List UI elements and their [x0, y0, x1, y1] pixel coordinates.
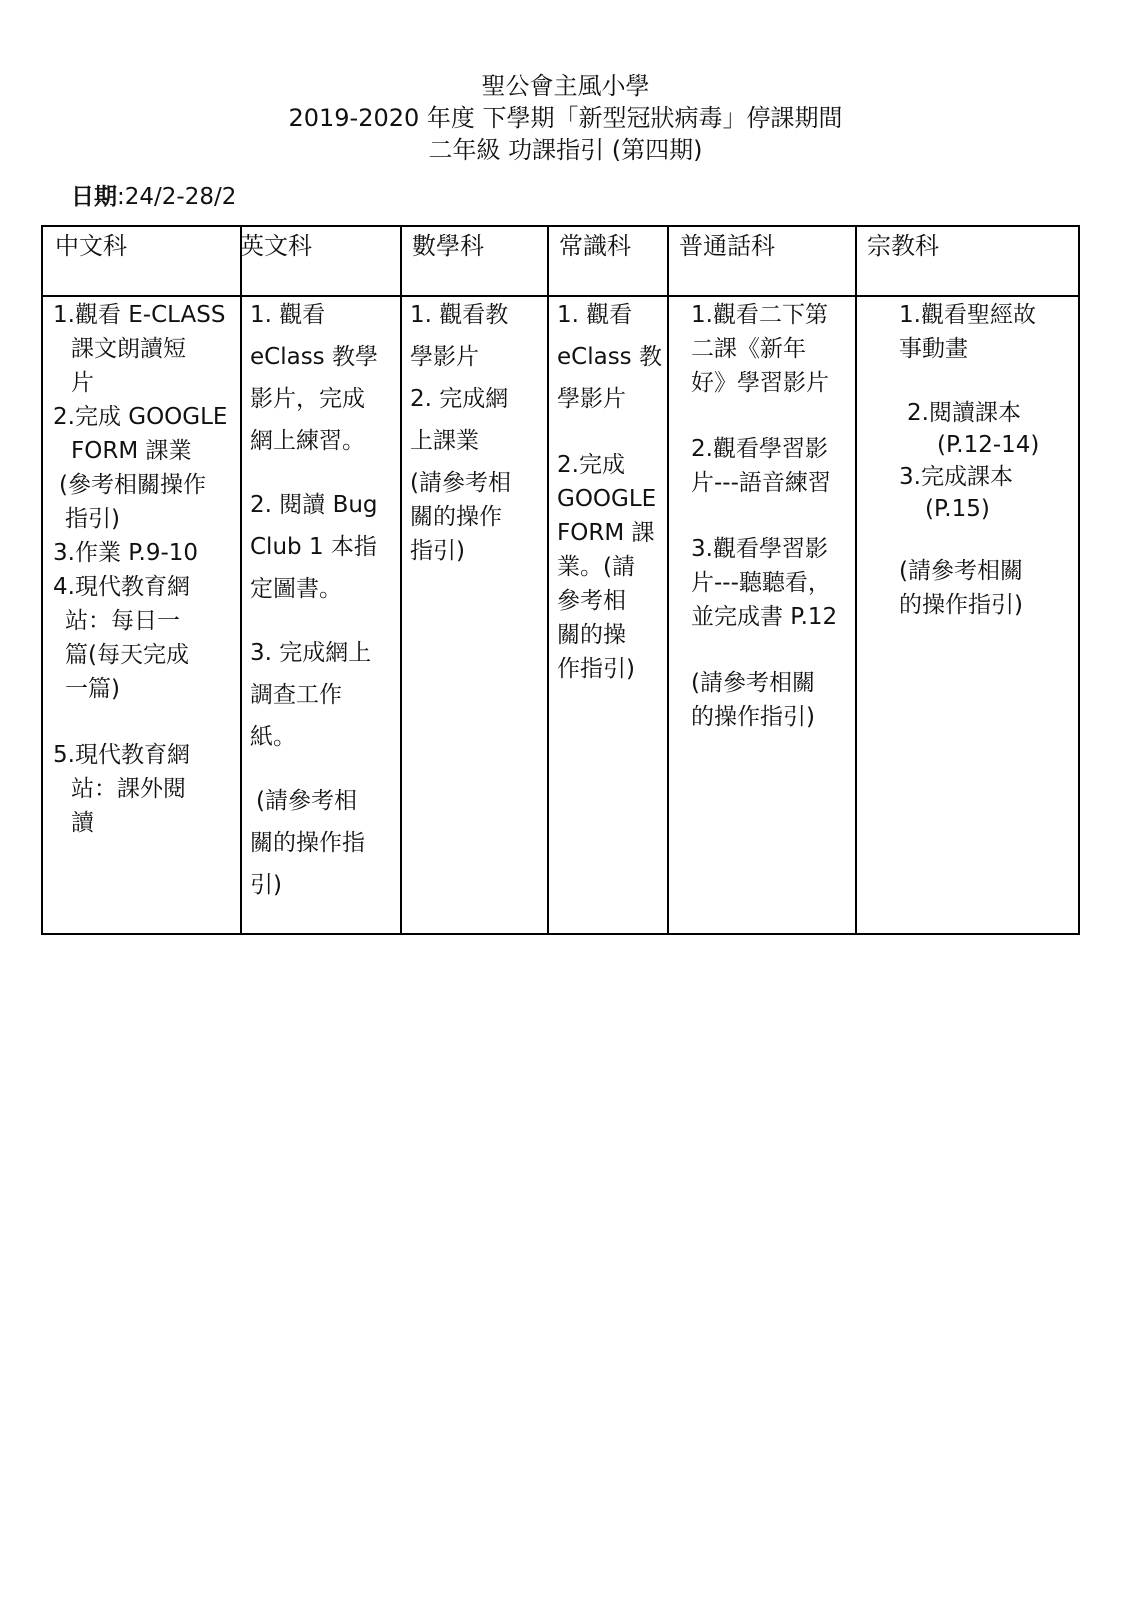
task-line: 業。(請: [557, 554, 635, 580]
column-chinese: [43, 227, 242, 933]
task-line: (請參考相: [410, 470, 511, 496]
task-line: Club 1 本指: [250, 534, 377, 560]
task-line: 1.觀看二下第: [691, 302, 828, 328]
task-line: 學影片: [410, 344, 479, 370]
task-line: 站：每日一: [65, 608, 180, 634]
column-body: [240, 297, 400, 933]
task-line: 片: [71, 370, 94, 396]
task-line: 1. 觀看: [250, 302, 326, 328]
task-line: 4.現代教育網: [53, 574, 190, 600]
task-line: 關的操作: [410, 504, 502, 530]
column-header: 數學科: [400, 227, 547, 297]
column-putonghua: [667, 227, 857, 933]
date-line: [71, 182, 236, 212]
task-line: eClass 教: [557, 344, 662, 370]
task-line: 2. 完成網: [410, 386, 509, 412]
task-line: 的操作指引): [691, 704, 815, 730]
homework-table: [41, 225, 1080, 935]
task-line: FORM 課業: [71, 438, 192, 464]
task-line: (請參考相關: [691, 670, 815, 696]
column-header: 英文科: [240, 227, 400, 297]
column-body: [855, 297, 1078, 933]
task-line: 網上練習。: [250, 428, 365, 454]
task-line: 1. 觀看教: [410, 302, 509, 328]
task-line: 課文朗讀短: [71, 336, 186, 362]
task-line: 指引): [65, 506, 120, 532]
task-line: 5.現代教育網: [53, 742, 190, 768]
task-line: 2.閱讀課本: [907, 400, 1021, 426]
task-line: GOOGLE: [557, 486, 657, 512]
term-title: 2019-2020 年度 下學期「新型冠狀病毒」停課期間: [288, 104, 843, 132]
task-line: 二課《新年: [691, 336, 806, 362]
task-line: 調查工作: [250, 682, 342, 708]
task-line: 3.完成課本: [899, 464, 1013, 490]
column-body: [400, 297, 547, 933]
task-line: (請參考相關: [899, 558, 1023, 584]
task-line: 3. 完成網上: [250, 640, 372, 666]
column-header: 常識科: [547, 227, 667, 297]
task-line: 定圖書。: [250, 576, 342, 602]
task-line: 紙。: [250, 724, 296, 750]
task-line: 的操作指引): [899, 592, 1023, 618]
task-line: (請參考相: [256, 788, 357, 814]
column-header: 普通話科: [667, 227, 855, 297]
task-line: 關的操: [557, 622, 626, 648]
task-line: 一篇): [65, 676, 120, 702]
task-line: 2. 閱讀 Bug: [250, 492, 378, 518]
column-header: 宗教科: [855, 227, 1078, 297]
column-body: [667, 297, 855, 933]
task-line: FORM 課: [557, 520, 655, 546]
task-line: 1. 觀看: [557, 302, 633, 328]
grade-title: 二年級 功課指引 (第四期): [428, 136, 703, 164]
task-line: 並完成書 P.12: [691, 604, 838, 630]
date-label: 日期: [71, 184, 117, 210]
column-math: [400, 227, 549, 933]
task-line: 影片，完成: [250, 386, 365, 412]
task-line: 指引): [410, 538, 465, 564]
task-line: 片---聽聽看，: [691, 570, 831, 596]
task-line: (P.15): [925, 496, 990, 522]
task-line: 站：課外閱: [71, 776, 186, 802]
task-line: (參考相關操作: [59, 472, 206, 498]
task-line: 好》學習影片: [691, 370, 829, 396]
task-line: 引): [250, 872, 282, 898]
column-body: [43, 297, 240, 933]
task-line: 1.觀看 E-CLASS: [53, 302, 226, 328]
date-value: :24/2-28/2: [117, 184, 237, 210]
task-line: 2.完成: [557, 452, 625, 478]
task-line: 參考相: [557, 588, 626, 614]
column-english: [240, 227, 402, 933]
task-line: eClass 教學: [250, 344, 378, 370]
task-line: 事動畫: [899, 336, 968, 362]
task-line: 作指引): [557, 656, 635, 682]
task-line: 上課業: [410, 428, 479, 454]
task-line: 關的操作指: [250, 830, 365, 856]
document-header: [0, 70, 1131, 166]
task-line: 3.作業 P.9-10: [53, 540, 199, 566]
task-line: 片---語音練習: [691, 470, 831, 496]
column-header: 中文科: [43, 227, 240, 297]
task-line: 2.完成 GOOGLE: [53, 404, 228, 430]
task-line: (P.12-14): [937, 432, 1040, 458]
column-body: [547, 297, 667, 933]
column-religion: [855, 227, 1078, 933]
school-name: 聖公會主風小學: [481, 72, 650, 100]
task-line: 2.觀看學習影: [691, 436, 828, 462]
task-line: 3.觀看學習影: [691, 536, 828, 562]
task-line: 篇(每天完成: [65, 642, 189, 668]
task-line: 讀: [71, 810, 94, 836]
task-line: 1.觀看聖經故: [899, 302, 1036, 328]
task-line: 學影片: [557, 386, 626, 412]
column-general-studies: [547, 227, 669, 933]
